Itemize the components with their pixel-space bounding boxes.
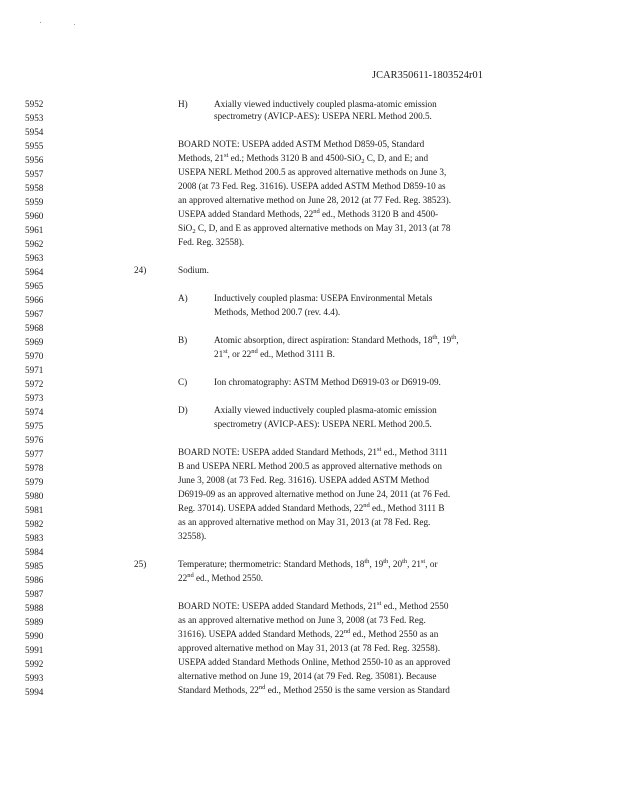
line-number: 5984 xyxy=(25,547,44,557)
board-note-line: SiO$_2$ C, D, and E as approved alternative methods on May 31, 2013 (at 78 xyxy=(178,223,451,235)
line-number: 5982 xyxy=(25,519,44,529)
section-title: Sodium. xyxy=(178,265,209,275)
line-number: 5965 xyxy=(25,281,44,291)
line-number: 5976 xyxy=(25,435,44,445)
section-number: 24) xyxy=(134,265,147,275)
line-number: 5960 xyxy=(25,211,44,221)
line-number: 5989 xyxy=(25,617,44,627)
item-text: Atomic absorption, direct aspiration: Standard Methods, 18th, 19th, xyxy=(214,334,459,345)
section-title: 22nd ed., Method 2550. xyxy=(178,572,264,583)
board-note-line: an approved alternative method on June 28, 2012 (at 77 Fed. Reg. 38523). xyxy=(178,195,452,205)
document-code: JCAR350611-1803524r01 xyxy=(372,70,483,81)
line-number: 5958 xyxy=(25,183,44,193)
line-number: 5971 xyxy=(25,365,44,375)
board-note-line: D6919-09 as an approved alternative method on June 24, 2011 (at 76 Fed. xyxy=(178,489,451,499)
line-number: 5966 xyxy=(25,295,44,305)
item-text: 21st, or 22nd ed., Method 3111 B. xyxy=(214,348,335,359)
line-number: 5991 xyxy=(25,645,44,655)
line-number: 5953 xyxy=(25,113,44,123)
line-number: 5964 xyxy=(25,267,44,277)
item-text: Methods, Method 200.7 (rev. 4.4). xyxy=(214,307,341,317)
line-number: 5967 xyxy=(25,309,44,319)
line-number: 5952 xyxy=(25,99,44,109)
board-note-line: B and USEPA NERL Method 200.5 as approved alternative methods on xyxy=(178,461,442,471)
item-text: Inductively coupled plasma: USEPA Environmental Metals xyxy=(214,293,433,303)
item-text: Ion chromatography: ASTM Method D6919-03 or D6919-09. xyxy=(214,377,441,387)
section-number: 25) xyxy=(134,559,147,569)
board-note-line: 2008 (at 73 Fed. Reg. 31616). USEPA added ASTM Method D859-10 as xyxy=(178,181,446,191)
line-number: 5987 xyxy=(25,589,44,599)
board-note-line: as an approved alternative method on May 31, 2013 (at 78 Fed. Reg. xyxy=(178,517,431,527)
item-label: H) xyxy=(178,99,188,109)
line-number: 5970 xyxy=(25,351,44,361)
line-number: 5978 xyxy=(25,463,44,473)
line-number: 5986 xyxy=(25,575,44,585)
line-number: 5981 xyxy=(25,505,44,515)
line-number: 5992 xyxy=(25,659,44,669)
board-note-line: BOARD NOTE: USEPA added Standard Methods, 21st ed., Method 3111 xyxy=(178,446,448,457)
board-note-line: BOARD NOTE: USEPA added Standard Methods, 21st ed., Method 2550 xyxy=(178,600,449,611)
line-number: 5975 xyxy=(25,421,44,431)
line-number: 5956 xyxy=(25,155,44,165)
item-label: A) xyxy=(178,293,188,303)
line-number: 5962 xyxy=(25,239,44,249)
line-number: 5969 xyxy=(25,337,44,347)
board-note-line: Standard Methods, 22nd ed., Method 2550 is the same version as Standard xyxy=(178,684,450,695)
section-title: Temperature; thermometric: Standard Methods, 18th, 19th, 20th, 21st, or xyxy=(178,558,438,569)
item-text: Axially viewed inductively coupled plasma-atomic emission xyxy=(214,405,437,415)
item-label: C) xyxy=(178,377,188,387)
line-number: 5968 xyxy=(25,323,44,333)
board-note-line: USEPA added Standard Methods, 22nd ed., Methods 3120 B and 4500- xyxy=(178,208,439,219)
line-number: 5955 xyxy=(25,141,44,151)
scan-speck xyxy=(74,24,75,25)
line-number: 5988 xyxy=(25,603,44,613)
board-note-line: approved alternative method on May 31, 2013 (at 78 Fed. Reg. 32558). xyxy=(178,643,441,653)
item-text: Axially viewed inductively coupled plasma-atomic emission xyxy=(214,99,437,109)
line-number: 5957 xyxy=(25,169,44,179)
line-number: 5979 xyxy=(25,477,44,487)
board-note-line: June 3, 2008 (at 73 Fed. Reg. 31616). USEPA added ASTM Method xyxy=(178,475,430,485)
item-label: D) xyxy=(178,405,188,415)
line-number: 5973 xyxy=(25,393,44,403)
line-number: 5959 xyxy=(25,197,44,207)
line-number: 5974 xyxy=(25,407,44,417)
board-note-line: Fed. Reg. 32558). xyxy=(178,237,245,247)
board-note-line: 32558). xyxy=(178,531,207,541)
line-number: 5994 xyxy=(25,687,44,697)
scan-speck xyxy=(40,22,41,23)
board-note-line: 31616). USEPA added Standard Methods, 22nd ed., Method 2550 as an xyxy=(178,628,439,639)
line-number: 5980 xyxy=(25,491,44,501)
line-number: 5963 xyxy=(25,253,44,263)
line-number: 5972 xyxy=(25,379,44,389)
line-number: 5990 xyxy=(25,631,44,641)
item-text: spectrometry (AVICP-AES): USEPA NERL Method 200.5. xyxy=(214,111,432,121)
line-number: 5961 xyxy=(25,225,44,235)
board-note-line: Methods, 21st ed.; Methods 3120 B and 4500-SiO$_2$ C, D, and E; and xyxy=(178,152,429,165)
board-note-line: as an approved alternative method on June 3, 2008 (at 73 Fed. Reg. xyxy=(178,615,426,625)
item-label: B) xyxy=(178,335,188,345)
line-number: 5977 xyxy=(25,449,44,459)
board-note-line: BOARD NOTE: USEPA added ASTM Method D859-05, Standard xyxy=(178,139,425,149)
line-number: 5985 xyxy=(25,561,44,571)
board-note-line: Reg. 37014). USEPA added Standard Methods, 22nd ed., Method 3111 B xyxy=(178,502,445,513)
line-number: 5993 xyxy=(25,673,44,683)
board-note-line: USEPA added Standard Methods Online, Method 2550-10 as an approved xyxy=(178,657,451,667)
board-note-line: USEPA NERL Method 200.5 as approved alternative methods on June 3, xyxy=(178,167,447,177)
line-number: 5954 xyxy=(25,127,44,137)
line-number: 5983 xyxy=(25,533,44,543)
item-text: spectrometry (AVICP-AES): USEPA NERL Method 200.5. xyxy=(214,419,432,429)
board-note-line: alternative method on June 19, 2014 (at 79 Fed. Reg. 35081). Because xyxy=(178,671,437,681)
